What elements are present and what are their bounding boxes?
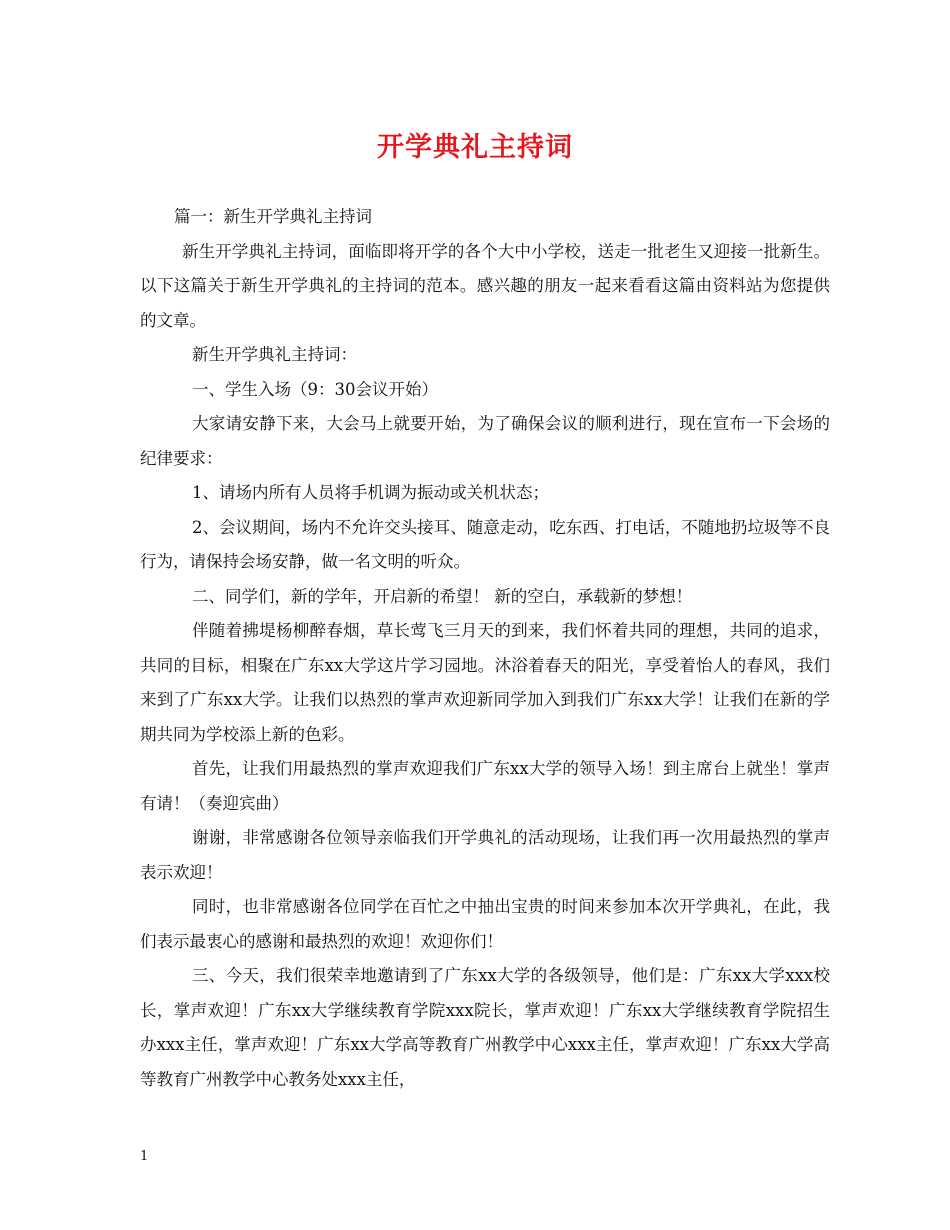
- paragraph: 谢谢，非常感谢各位领导亲临我们开学典礼的活动现场，让我们再一次用最热烈的掌声表示欢迎！: [140, 828, 830, 882]
- paragraph: 新生开学典礼主持词，面临即将开学的各个大中小学校，送走一批老生又迎接一批新生。以下这篇关于新生开学典礼的主持词的范本。感兴趣的朋友一起来看看这篇由资料站为您提供的文章。: [140, 241, 830, 330]
- paragraph: 伴随着拂堤杨柳醉春烟，草长莺飞三月天的到来，我们怀着共同的理想，共同的追求，共同的目标，相聚在广东xx大学这片学习园地。沐浴着春天的阳光，享受着怡人的春风，我们来到了广东xx大学。让我们以热烈的掌声欢迎新同学加入到我们广东xx大学！让我们在新的学期共同为学校添上新的色彩。: [140, 621, 830, 744]
- section-heading: 篇一：新生开学典礼主持词: [174, 207, 372, 226]
- paragraph: 同时，也非常感谢各位同学在百忙之中抽出宝贵的时间来参加本次开学典礼，在此，我们表示最衷心的感谢和最热烈的欢迎！欢迎你们！: [140, 897, 830, 951]
- document-body: [140, 200, 830, 1097]
- paragraph: 1、请场内所有人员将手机调为振动或关机状态；: [191, 483, 549, 502]
- paragraph: 2、会议期间，场内不允许交头接耳、随意走动，吃东西、打电话，不随地扔垃圾等不良行为，请保持会场安静，做一名文明的听众。: [140, 517, 830, 571]
- page-number: 1: [140, 1149, 149, 1164]
- paragraph: 三、今天，我们很荣幸地邀请到了广东xx大学的各级领导，他们是：广东xx大学xxx校长，掌声欢迎！广东xx大学继续教育学院xxx院长，掌声欢迎！广东xx大学继续教育学院招生办xxx主任，掌声欢迎！广东xx大学高等教育广州教学中心xxx主任，掌声欢迎！广东xx大学高等教育广州教学中心教务处xxx主任，: [140, 966, 830, 1089]
- paragraph: 大家请安静下来，大会马上就要开始，为了确保会议的顺利进行，现在宣布一下会场的纪律要求：: [140, 414, 830, 468]
- paragraph: 新生开学典礼主持词：: [191, 345, 357, 364]
- paragraph: 二、同学们，新的学年，开启新的希望！ 新的空白，承载新的梦想！: [191, 586, 693, 606]
- paragraph: 首先，让我们用最热烈的掌声欢迎我们广东xx大学的领导入场！到主席台上就坐！掌声有请！（奏迎宾曲）: [140, 759, 830, 813]
- paragraph: 一、学生入场（9：30会议开始）: [191, 379, 438, 399]
- document-title: 开学典礼主持词: [377, 132, 573, 163]
